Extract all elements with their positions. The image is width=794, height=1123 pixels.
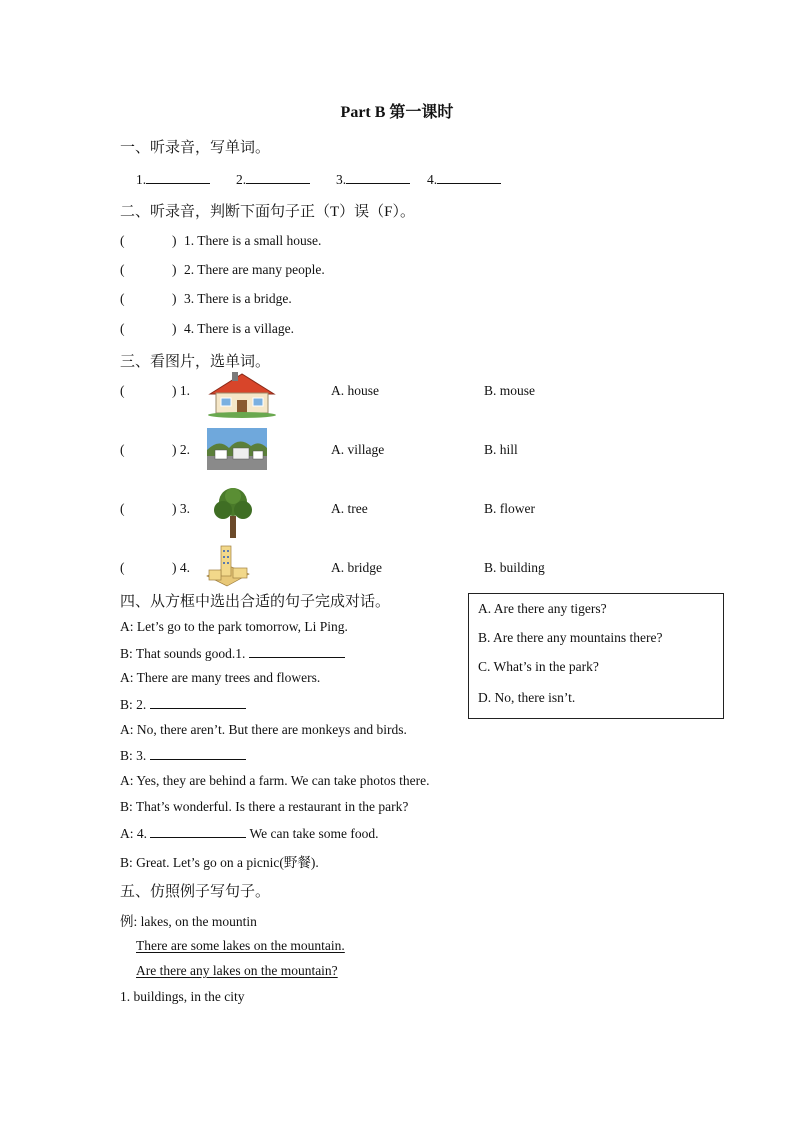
dialogue-line: B: That sounds good.1. [120, 645, 345, 662]
section3-item-number: ) 4. [172, 560, 190, 575]
box-option-b: B. Are there any mountains there? [478, 630, 663, 645]
options-box [468, 593, 724, 719]
dialogue-line: A: No, there aren’t. But there are monkeys and birds. [120, 722, 407, 737]
dialogue-line: B: 2. [120, 696, 246, 713]
section1-heading: 一、听录音，写单词。 [120, 140, 271, 156]
option-a[interactable]: A. village [331, 442, 385, 457]
answer-paren-open[interactable]: ( [120, 233, 125, 248]
section1-item-1: 1. [136, 171, 210, 188]
example-answer-2: Are there any lakes on the mountain? [136, 963, 338, 978]
house-picture [204, 370, 280, 418]
option-a[interactable]: A. tree [331, 501, 368, 516]
answer-blank[interactable] [346, 171, 410, 184]
answer-paren-open[interactable]: ( [120, 560, 125, 575]
option-a[interactable]: A. house [331, 383, 379, 398]
question-1: 1. buildings, in the city [120, 989, 245, 1004]
answer-blank[interactable] [437, 171, 501, 184]
option-b[interactable]: B. mouse [484, 383, 536, 398]
section1-item-2: 2. [236, 171, 310, 188]
answer-paren-open[interactable]: ( [120, 291, 125, 306]
option-b[interactable]: B. hill [484, 442, 518, 457]
answer-blank[interactable] [150, 696, 246, 709]
section5-heading: 五、仿照例子写句子。 [120, 884, 271, 900]
answer-blank[interactable] [146, 171, 210, 184]
village-picture [207, 428, 267, 470]
answer-blank[interactable] [249, 645, 345, 658]
answer-paren-close: ) [172, 262, 177, 277]
section1-item-4: 4. [427, 171, 501, 188]
section1-item-3: 3. [336, 171, 410, 188]
tree-picture [212, 486, 254, 538]
dialogue-line: A: There are many trees and flowers. [120, 670, 321, 685]
dialogue-line: B: Great. Let’s go on a picnic(野餐). [120, 855, 319, 870]
option-a[interactable]: A. bridge [331, 560, 382, 575]
box-option-c: C. What’s in the park? [478, 659, 599, 674]
section3-heading: 三、看图片，选单词。 [120, 354, 271, 370]
section2-item-3: 3. There is a bridge. [184, 291, 292, 306]
section2-heading: 二、听录音，判断下面句子正（T）误（F）。 [120, 204, 416, 220]
section3-item-number: ) 1. [172, 383, 190, 398]
answer-paren-open[interactable]: ( [120, 383, 125, 398]
section2-item-1: 1. There is a small house. [184, 233, 322, 248]
building-picture [205, 544, 251, 588]
section4-heading: 四、从方框中选出合适的句子完成对话。 [120, 594, 391, 610]
answer-paren-open[interactable]: ( [120, 501, 125, 516]
box-option-a: A. Are there any tigers? [478, 601, 607, 616]
dialogue-line: B: 3. [120, 747, 246, 764]
answer-paren-open[interactable]: ( [120, 442, 125, 457]
section2-item-4: 4. There is a village. [184, 321, 294, 336]
answer-blank[interactable] [246, 171, 310, 184]
answer-paren-close: ) [172, 321, 177, 336]
section3-item-number: ) 2. [172, 442, 190, 457]
dialogue-line: A: Yes, they are behind a farm. We can take photos there. [120, 773, 430, 788]
answer-blank[interactable] [150, 747, 246, 760]
option-b[interactable]: B. flower [484, 501, 535, 516]
section2-item-2: 2. There are many people. [184, 262, 325, 277]
example-label: 例: lakes, on the mountin [120, 914, 257, 929]
dialogue-line: A: Let’s go to the park tomorrow, Li Ping. [120, 619, 348, 634]
section3-item-number: ) 3. [172, 501, 190, 516]
option-b[interactable]: B. building [484, 560, 545, 575]
box-option-d: D. No, there isn’t. [478, 690, 576, 705]
answer-paren-open[interactable]: ( [120, 321, 125, 336]
answer-paren-open[interactable]: ( [120, 262, 125, 277]
answer-paren-close: ) [172, 233, 177, 248]
answer-blank[interactable] [150, 825, 246, 838]
dialogue-line: B: That’s wonderful. Is there a restaurant in the park? [120, 799, 409, 814]
dialogue-line: A: 4. We can take some food. [120, 826, 379, 841]
answer-paren-close: ) [172, 291, 177, 306]
example-answer-1: There are some lakes on the mountain. [136, 938, 345, 953]
page-title: Part B 第一课时 [340, 104, 454, 121]
